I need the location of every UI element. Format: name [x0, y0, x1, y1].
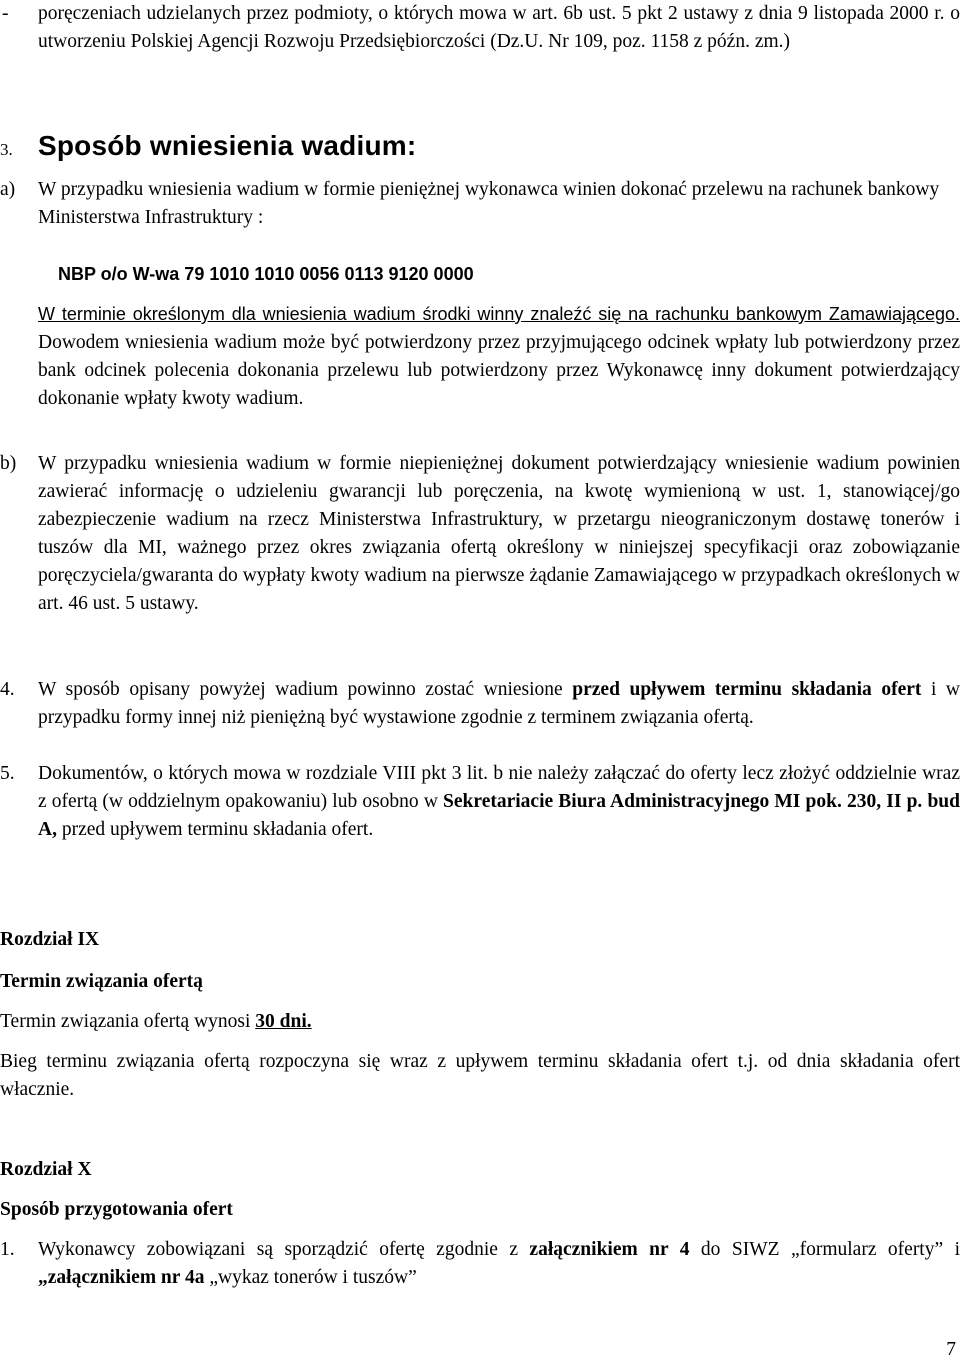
binding-period-value: 30 dni. [255, 1011, 312, 1032]
list-item-guarantee [0, 0, 960, 56]
item-4-text-1: W sposób opisany powyżej wadium powinno zostać wniesione [38, 679, 573, 700]
chapter-10-subtitle: Sposób przygotowania ofert [0, 1199, 233, 1220]
binding-period-text: Termin związania ofertą wynosi [0, 1011, 256, 1032]
ch10-item1-text-2: do SIWZ „formularz oferty” i [689, 1239, 960, 1260]
item-5-text-1: Dokumentów, o których mowa w rozdziale VIII pkt 3 lit. b nie należy załączać do oferty lecz złożyć oddzielnie wraz z ofertą (w oddzielnym opakowaniu) lub osobno w [38, 763, 960, 812]
section-title: Sposób wniesienia wadium: [38, 130, 417, 161]
item-5-bold: Sekretariacie Biura Administracyjnego MI pok. 230, II p. bud A, [38, 791, 960, 840]
item-4-text-2: i w przypadku formy innej niż pieniężną być wystawione zgodnie z terminem związania ofertą. [38, 679, 960, 728]
bank-account-number: NBP o/o W-wa 79 1010 1010 0056 0113 9120 0000 [58, 264, 474, 284]
deposit-term-paragraph [38, 300, 960, 413]
deposit-proof-text: Dowodem wniesienia wadium może być potwierdzony przez przyjmującego odcinek wpłaty lub potwierdzony przez bank odcinek polecenia dokonania przelewu lub potwierdzony przez Wykonawcę inny dokument potwierdzający dokonanie wpłaty kwoty wadium. [38, 332, 960, 409]
list-item-text: poręczeniach udzielanych przez podmioty, o których mowa w art. 6b ust. 5 pkt 2 ustawy z dnia 9 listopada 2000 r. o utworzeniu Polskiej Agencji Rozwoju Przedsiębiorczości (Dz.U. Nr 109, poz. 1158 z późn. zm.) [38, 3, 960, 52]
ch10-item1-text-3: „wykaz tonerów i tuszów” [204, 1267, 417, 1288]
chapter-10-title: Rozdział X [0, 1159, 92, 1180]
list-item-a-text: W przypadku wniesienia wadium w formie pieniężnej wykonawca winien dokonać przelewu na rachunek bankowy Ministerstwa Infrastruktury : [38, 179, 940, 228]
list-marker-1: 1. [0, 1239, 15, 1260]
chapter-9-paragraph-1 [0, 1008, 960, 1036]
ch10-item1-bold-1: załącznikiem nr 4 [529, 1239, 690, 1260]
page-number: 7 [946, 1339, 956, 1360]
chapter-10-item-1-text [38, 1236, 960, 1292]
ch10-item1-text-1: Wykonawcy zobowiązani są sporządzić ofertę zgodnie z [38, 1239, 530, 1260]
list-item-5-text [38, 760, 960, 844]
chapter-9-title: Rozdział IX [0, 929, 100, 950]
list-item-a [0, 176, 960, 232]
section-number: 3. [0, 140, 13, 159]
item-4-bold: przed upływem terminu składania ofert [572, 679, 922, 700]
list-marker-4: 4. [0, 679, 15, 700]
list-item-5 [0, 760, 960, 844]
chapter-10-list-item-1 [0, 1236, 960, 1292]
deposit-term-underlined: W terminie określonym dla wniesienia wadium środki winny znaleźć się na rachunku bankowym Zamawiającego. [38, 304, 960, 324]
list-dash: - [2, 3, 9, 24]
chapter-9-paragraph-2: Bieg terminu związania ofertą rozpoczyna się wraz z upływem terminu składania ofert t.j. od dnia składania ofert włacznie. [0, 1051, 960, 1100]
list-marker-b: b) [0, 453, 17, 474]
chapter-9-subtitle: Termin związania ofertą [0, 971, 203, 992]
section-3-heading [0, 126, 960, 166]
list-item-b-text: W przypadku wniesienia wadium w formie niepieniężnej dokument potwierdzający wniesienie wadium powinien zawierać informację o udzieleniu gwarancji lub poręczenia, na kwotę wymienioną w ust. 1, stanowiącej/go zabezpieczenie wadium na rzecz Ministerstwa Infrastruktury, w przetargu nieograniczonym dostawę tonerów i tuszów dla MI, ważnego przez okres związania ofertą określony w niniejszej specyfikacji oraz zobowiązanie poręczyciela/gwaranta do wypłaty kwoty wadium na pierwsze żądanie Zamawiającego w przypadkach określonych w art. 46 ust. 5 ustawy. [38, 453, 960, 614]
list-item-4-text [38, 676, 960, 732]
list-marker-a: a) [0, 179, 16, 200]
list-marker-5: 5. [0, 763, 15, 784]
item-5-text-2: przed upływem terminu składania ofert. [56, 819, 374, 840]
ch10-item1-bold-2: „załącznikiem nr 4a [38, 1267, 205, 1288]
list-item-b [0, 450, 960, 618]
list-item-4 [0, 676, 960, 732]
